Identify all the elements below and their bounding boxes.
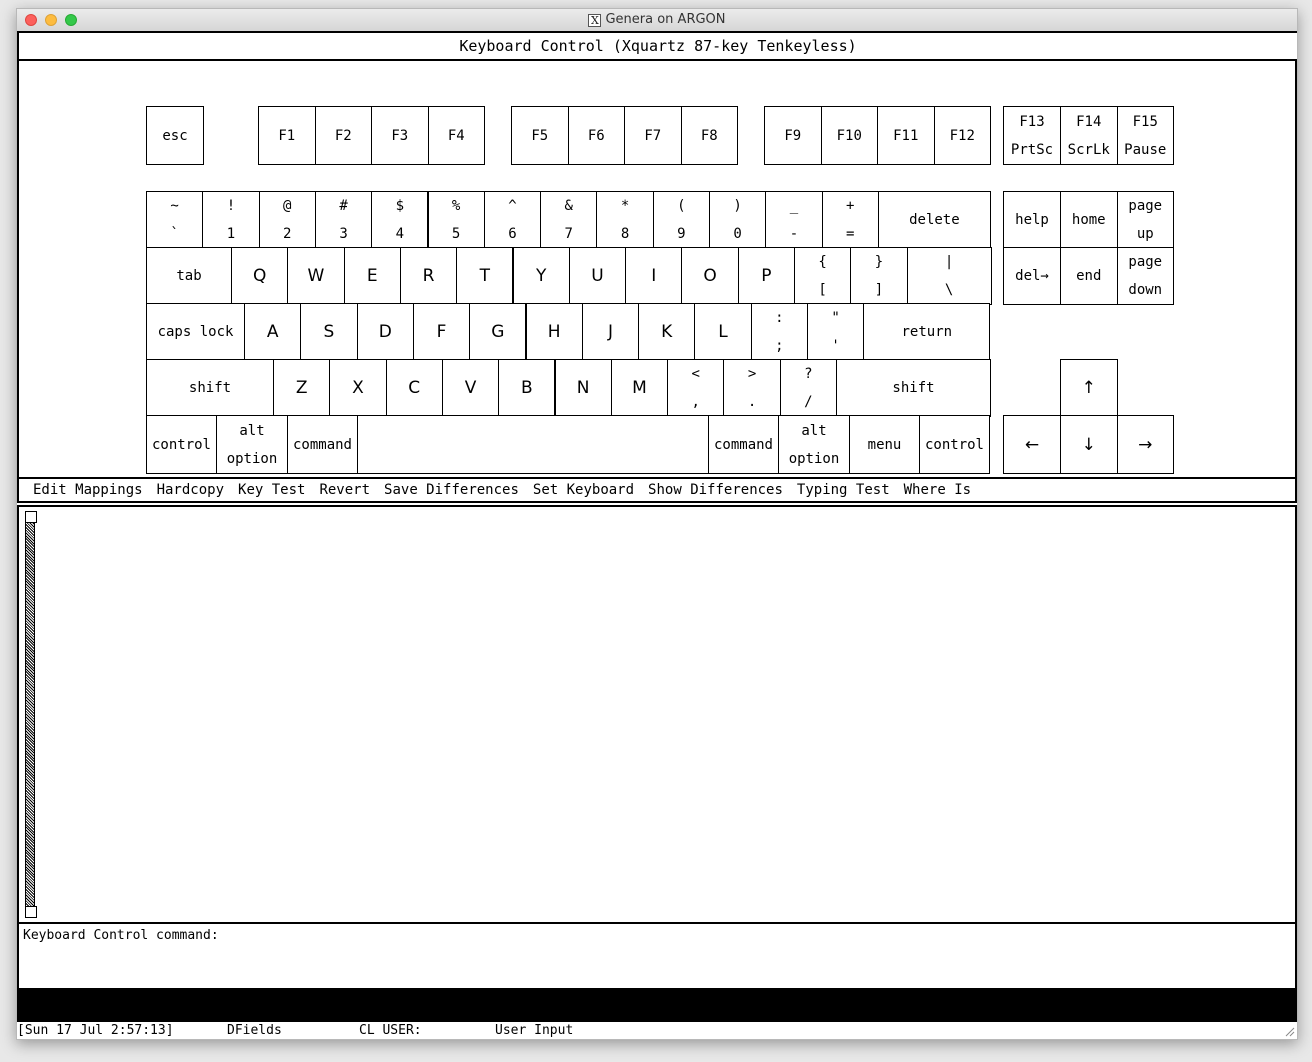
status-time: [Sun 17 Jul 2:57:13] bbox=[17, 1023, 174, 1038]
key-9[interactable] bbox=[653, 191, 710, 249]
key-right[interactable] bbox=[1117, 415, 1175, 474]
menu-item-typing-test[interactable]: Typing Test bbox=[796, 482, 890, 498]
key-5-label-1: 5 bbox=[451, 226, 461, 242]
key-semicolon-label-0: : bbox=[775, 310, 784, 326]
key-f1[interactable] bbox=[258, 106, 316, 165]
key-7-label-1: 7 bbox=[564, 226, 573, 242]
key-f10[interactable] bbox=[821, 106, 879, 165]
key-slash-label-1: / bbox=[804, 394, 813, 410]
key-rshift-label-0: shift bbox=[892, 380, 935, 396]
key-e[interactable] bbox=[344, 247, 401, 305]
key-period[interactable] bbox=[723, 359, 780, 417]
key-f6[interactable] bbox=[568, 106, 626, 165]
key-4[interactable] bbox=[371, 191, 428, 249]
key-f5[interactable] bbox=[511, 106, 569, 165]
key-tab[interactable] bbox=[146, 247, 232, 305]
key-f8[interactable] bbox=[681, 106, 739, 165]
key-h-label-0: H bbox=[547, 322, 561, 342]
key-3-label-0: # bbox=[339, 198, 348, 214]
key-f15[interactable] bbox=[1117, 106, 1175, 165]
key-minus[interactable] bbox=[765, 191, 822, 249]
key-f9-label-0: F9 bbox=[784, 127, 802, 144]
key-b[interactable] bbox=[498, 359, 555, 417]
key-comma[interactable] bbox=[667, 359, 724, 417]
key-minus-label-0: _ bbox=[789, 198, 799, 214]
key-capslock-label-0: caps lock bbox=[157, 324, 234, 340]
key-q-label-0: Q bbox=[252, 266, 267, 286]
key-rcontrol[interactable] bbox=[919, 415, 990, 474]
key-9-label-0: ( bbox=[677, 198, 686, 214]
keyboard-control-frame bbox=[17, 31, 1297, 1038]
key-f14-label-0: F14 bbox=[1076, 113, 1102, 130]
window-titlebar[interactable] bbox=[17, 9, 1297, 32]
key-n-label-0: N bbox=[576, 378, 590, 398]
key-tab-label-0: tab bbox=[176, 268, 202, 284]
key-backquote-label-1: ` bbox=[170, 226, 179, 242]
key-2-label-0: @ bbox=[283, 198, 292, 214]
x11-icon: X bbox=[588, 14, 601, 27]
key-t-label-0: T bbox=[479, 266, 491, 286]
key-v[interactable] bbox=[442, 359, 499, 417]
key-s-label-0: S bbox=[323, 322, 335, 342]
key-f12[interactable] bbox=[934, 106, 992, 165]
key-f13[interactable] bbox=[1003, 106, 1061, 165]
menu-item-where-is[interactable]: Where Is bbox=[903, 482, 972, 498]
key-8-label-1: 8 bbox=[620, 226, 630, 242]
key-1[interactable] bbox=[202, 191, 259, 249]
key-esc-label-0: esc bbox=[162, 127, 188, 144]
key-backslash[interactable] bbox=[907, 247, 992, 305]
key-quote-label-0: " bbox=[831, 310, 840, 326]
key-f4[interactable] bbox=[428, 106, 486, 165]
key-2[interactable] bbox=[259, 191, 316, 249]
key-f9[interactable] bbox=[764, 106, 822, 165]
key-k[interactable] bbox=[638, 303, 695, 361]
key-down[interactable] bbox=[1060, 415, 1118, 474]
key-4-label-1: 4 bbox=[395, 226, 405, 242]
key-h[interactable] bbox=[526, 303, 583, 361]
key-lcontrol-label-0: control bbox=[151, 436, 211, 453]
key-pageup-label-1: up bbox=[1136, 226, 1154, 242]
mouse-doc-line bbox=[17, 988, 1297, 1022]
key-f14[interactable] bbox=[1060, 106, 1118, 165]
key-n[interactable] bbox=[555, 359, 612, 417]
key-home-label-0: home bbox=[1071, 212, 1106, 228]
key-minus-label-1: - bbox=[789, 226, 799, 242]
key-return[interactable] bbox=[863, 303, 990, 361]
key-comma-label-0: < bbox=[691, 366, 700, 382]
window-title bbox=[17, 12, 1297, 27]
key-rshift[interactable] bbox=[836, 359, 991, 417]
key-s[interactable] bbox=[300, 303, 357, 361]
key-1-label-1: 1 bbox=[226, 226, 236, 242]
key-delete-label-0: delete bbox=[909, 212, 960, 228]
key-f2[interactable] bbox=[315, 106, 373, 165]
key-delete[interactable] bbox=[878, 191, 991, 249]
key-6-label-0: ^ bbox=[508, 198, 517, 214]
key-1-label-0: ! bbox=[226, 198, 236, 214]
key-3-label-1: 3 bbox=[339, 226, 348, 242]
key-r-label-0: R bbox=[422, 266, 435, 286]
menu-item-set-keyboard[interactable]: Set Keyboard bbox=[532, 482, 635, 498]
key-d-label-0: D bbox=[378, 322, 392, 342]
key-home[interactable] bbox=[1060, 191, 1118, 249]
keyboard-layout bbox=[17, 59, 1297, 477]
scrollbar[interactable] bbox=[25, 511, 35, 918]
key-end-label-0: end bbox=[1076, 268, 1102, 284]
key-lcommand[interactable] bbox=[287, 415, 358, 474]
key-end[interactable] bbox=[1060, 247, 1118, 305]
key-p-label-0: P bbox=[761, 266, 772, 286]
key-ralt-label-0: alt bbox=[801, 422, 827, 439]
key-ralt[interactable] bbox=[778, 415, 850, 474]
key-f-label-0: F bbox=[436, 322, 447, 342]
key-semicolon[interactable] bbox=[751, 303, 808, 361]
key-f[interactable] bbox=[413, 303, 470, 361]
scroll-bottom-cap[interactable] bbox=[25, 906, 37, 918]
key-rcommand[interactable] bbox=[708, 415, 779, 474]
keyboard-title-bar bbox=[17, 31, 1298, 61]
keyboard-title: Keyboard Control (Xquartz 87-key Tenkeyless) bbox=[459, 37, 857, 55]
key-help[interactable] bbox=[1003, 191, 1061, 249]
output-pane bbox=[17, 505, 1297, 924]
key-f12-label-0: F12 bbox=[949, 127, 975, 144]
command-listener[interactable] bbox=[17, 924, 1297, 988]
key-slash[interactable] bbox=[780, 359, 837, 417]
key-8-label-0: * bbox=[620, 198, 630, 214]
key-rbracket-label-1: ] bbox=[874, 282, 884, 298]
key-8[interactable] bbox=[596, 191, 653, 249]
key-down-label-0: ↓ bbox=[1081, 434, 1096, 455]
status-user: DFields bbox=[227, 1023, 282, 1038]
key-lshift[interactable] bbox=[146, 359, 274, 417]
key-ralt-label-1: option bbox=[788, 450, 840, 467]
key-lbracket-label-1: [ bbox=[818, 282, 827, 298]
key-left[interactable] bbox=[1003, 415, 1061, 474]
key-backslash-label-0: | bbox=[944, 254, 954, 270]
key-c[interactable] bbox=[386, 359, 443, 417]
key-l[interactable] bbox=[694, 303, 751, 361]
key-backquote[interactable] bbox=[146, 191, 203, 249]
key-u[interactable] bbox=[569, 247, 626, 305]
key-x-label-0: X bbox=[352, 378, 364, 398]
key-3[interactable] bbox=[315, 191, 372, 249]
key-t[interactable] bbox=[456, 247, 513, 305]
key-m[interactable] bbox=[611, 359, 668, 417]
key-0[interactable] bbox=[709, 191, 766, 249]
key-k-label-0: K bbox=[661, 322, 673, 342]
key-lcommand-label-0: command bbox=[292, 436, 352, 453]
key-i[interactable] bbox=[625, 247, 682, 305]
key-f13-label-1: PrtSc bbox=[1010, 141, 1054, 158]
key-a-label-0: A bbox=[266, 322, 279, 342]
key-rcommand-label-0: command bbox=[713, 436, 773, 453]
key-semicolon-label-1: ; bbox=[775, 338, 784, 354]
key-0-label-0: ) bbox=[733, 198, 742, 214]
command-prompt: Keyboard Control command: bbox=[23, 928, 219, 943]
key-b-label-0: B bbox=[521, 378, 533, 398]
key-pagedown[interactable] bbox=[1117, 247, 1175, 305]
key-rbracket[interactable] bbox=[850, 247, 907, 305]
key-j-label-0: J bbox=[607, 322, 613, 342]
key-lbracket[interactable] bbox=[794, 247, 851, 305]
key-g-label-0: G bbox=[491, 322, 505, 342]
key-j[interactable] bbox=[582, 303, 639, 361]
key-delfwd[interactable] bbox=[1003, 247, 1061, 305]
key-r[interactable] bbox=[400, 247, 457, 305]
key-p[interactable] bbox=[738, 247, 795, 305]
key-lalt[interactable] bbox=[216, 415, 288, 474]
key-f8-label-0: F8 bbox=[700, 127, 718, 144]
genera-window bbox=[16, 8, 1298, 1040]
key-f7-label-0: F7 bbox=[644, 127, 662, 144]
key-g[interactable] bbox=[469, 303, 526, 361]
key-d[interactable] bbox=[357, 303, 414, 361]
scroll-top-cap[interactable] bbox=[25, 511, 37, 523]
key-backquote-label-0: ~ bbox=[170, 198, 179, 214]
menu-item-hardcopy[interactable]: Hardcopy bbox=[156, 482, 225, 498]
key-f11-label-0: F11 bbox=[893, 127, 919, 144]
menu-item-edit-mappings[interactable]: Edit Mappings bbox=[33, 482, 143, 498]
key-rbracket-label-0: } bbox=[874, 254, 884, 270]
key-f3[interactable] bbox=[371, 106, 429, 165]
key-f13-label-0: F13 bbox=[1019, 113, 1045, 130]
key-5[interactable] bbox=[428, 191, 485, 249]
key-delfwd-label-0: del→ bbox=[1015, 268, 1049, 284]
key-lalt-label-0: alt bbox=[239, 422, 265, 439]
key-w-label-0: W bbox=[307, 266, 325, 286]
key-7-label-0: & bbox=[564, 198, 573, 214]
key-slash-label-0: ? bbox=[804, 366, 813, 382]
key-menu-label-0: menu bbox=[867, 436, 902, 453]
key-backslash-label-1: \ bbox=[944, 282, 954, 298]
key-quote[interactable] bbox=[807, 303, 864, 361]
key-equal-label-1: = bbox=[846, 226, 855, 242]
key-0-label-1: 0 bbox=[733, 226, 742, 242]
key-4-label-0: $ bbox=[395, 198, 405, 214]
key-rcontrol-label-0: control bbox=[924, 436, 984, 453]
key-f11[interactable] bbox=[877, 106, 935, 165]
key-comma-label-1: , bbox=[691, 394, 700, 410]
key-f7[interactable] bbox=[624, 106, 682, 165]
key-lalt-label-1: option bbox=[226, 450, 278, 467]
key-w[interactable] bbox=[287, 247, 344, 305]
key-left-label-0: ← bbox=[1024, 434, 1040, 455]
key-lbracket-label-0: { bbox=[818, 254, 827, 270]
key-v-label-0: V bbox=[464, 378, 477, 398]
key-6-label-1: 6 bbox=[508, 226, 517, 242]
key-f15-label-1: Pause bbox=[1124, 141, 1167, 158]
key-equal-label-0: + bbox=[846, 198, 855, 214]
menu-item-revert[interactable]: Revert bbox=[319, 482, 371, 498]
key-pagedown-label-0: page bbox=[1128, 254, 1163, 270]
key-z[interactable] bbox=[273, 359, 330, 417]
key-c-label-0: C bbox=[408, 378, 421, 398]
key-9-label-1: 9 bbox=[677, 226, 686, 242]
key-period-label-1: . bbox=[747, 394, 757, 410]
key-z-label-0: Z bbox=[295, 378, 308, 398]
key-return-label-0: return bbox=[901, 324, 953, 340]
key-pageup-label-0: page bbox=[1128, 198, 1163, 214]
key-i-label-0: I bbox=[651, 266, 657, 286]
key-o[interactable] bbox=[681, 247, 738, 305]
key-esc[interactable] bbox=[146, 106, 204, 165]
key-q[interactable] bbox=[231, 247, 288, 305]
key-7[interactable] bbox=[540, 191, 597, 249]
command-menu bbox=[17, 477, 1297, 503]
window-title-text: Genera on ARGON bbox=[605, 12, 726, 27]
key-capslock[interactable] bbox=[146, 303, 245, 361]
key-f2-label-0: F2 bbox=[334, 127, 352, 144]
key-equal[interactable] bbox=[822, 191, 879, 249]
key-lshift-label-0: shift bbox=[188, 380, 232, 396]
key-right-label-0: → bbox=[1138, 434, 1153, 455]
status-state: User Input bbox=[495, 1023, 574, 1038]
key-m-label-0: M bbox=[632, 378, 647, 398]
key-y-label-0: Y bbox=[535, 266, 547, 286]
key-f6-label-0: F6 bbox=[587, 127, 605, 144]
key-5-label-0: % bbox=[451, 198, 461, 214]
menu-item-key-test[interactable]: Key Test bbox=[238, 482, 306, 498]
key-pageup[interactable] bbox=[1117, 191, 1175, 249]
key-2-label-1: 2 bbox=[283, 226, 292, 242]
status-package: CL USER: bbox=[359, 1023, 422, 1038]
key-6[interactable] bbox=[484, 191, 541, 249]
key-y[interactable] bbox=[513, 247, 570, 305]
status-line bbox=[17, 1022, 1297, 1039]
key-up-label-0: ↑ bbox=[1081, 378, 1096, 398]
key-period-label-0: > bbox=[747, 366, 757, 382]
menu-item-save-differences[interactable]: Save Differences bbox=[384, 482, 519, 498]
key-o-label-0: O bbox=[703, 266, 717, 286]
key-f5-label-0: F5 bbox=[531, 127, 549, 144]
key-help-label-0: help bbox=[1015, 212, 1049, 228]
menu-item-show-differences[interactable]: Show Differences bbox=[648, 482, 783, 498]
key-f14-label-1: ScrLk bbox=[1067, 141, 1110, 158]
key-a[interactable] bbox=[244, 303, 301, 361]
key-f15-label-0: F15 bbox=[1132, 113, 1158, 130]
key-x[interactable] bbox=[329, 359, 386, 417]
key-u-label-0: U bbox=[591, 266, 604, 286]
key-f4-label-0: F4 bbox=[447, 127, 465, 144]
key-space[interactable] bbox=[357, 415, 709, 474]
key-f10-label-0: F10 bbox=[836, 127, 862, 144]
key-l-label-0: L bbox=[718, 322, 728, 342]
resize-grip-icon[interactable] bbox=[1283, 1025, 1295, 1037]
key-up[interactable] bbox=[1060, 359, 1118, 417]
key-pagedown-label-1: down bbox=[1128, 282, 1163, 298]
key-lcontrol[interactable] bbox=[146, 415, 217, 474]
key-f1-label-0: F1 bbox=[278, 127, 296, 144]
key-menu[interactable] bbox=[849, 415, 920, 474]
key-quote-label-1: ' bbox=[831, 338, 840, 354]
key-e-label-0: E bbox=[366, 266, 378, 286]
key-f3-label-0: F3 bbox=[391, 127, 409, 144]
